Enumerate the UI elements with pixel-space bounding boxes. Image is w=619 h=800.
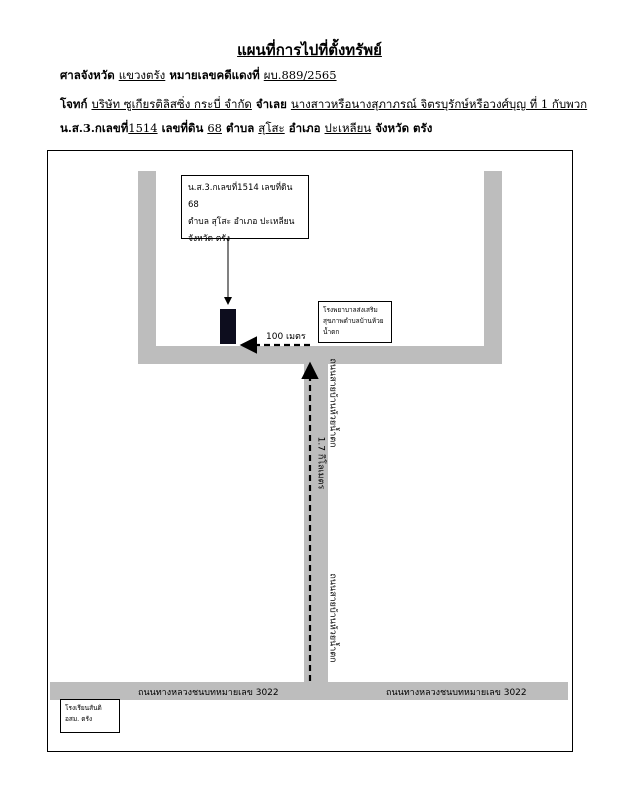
bottom-landmark-box (60, 699, 120, 733)
tambon-label: ตำบล (226, 121, 255, 135)
tambon-name: สุโสะ (258, 121, 285, 135)
land-number: 68 (207, 121, 222, 135)
court-label: ศาลจังหวัด (60, 68, 115, 82)
bottom-landmark-line-1: โรงเรียนสันติ (65, 704, 102, 712)
page-title: แผนที่การไปที่ตั้งทรัพย์ (237, 41, 382, 59)
distance-short-label: 100 เมตร (266, 332, 306, 342)
route-overlay (48, 151, 572, 751)
court-name: แขวงตรัง (118, 68, 166, 82)
amphoe-name: ปะเหลียน (324, 121, 372, 135)
health-center-line-1: โรงพยาบาลส่งเสริม (323, 306, 378, 314)
amphoe-label: อำเภอ (288, 121, 321, 135)
road-bottom-left-label: ถนนทางหลวงชนบทหมายเลข 3022 (138, 688, 279, 698)
case-label: หมายเลขคดีแดงที่ (169, 68, 260, 82)
callout-line-2: ตำบล สุโสะ อำเภอ ปะเหลียน (188, 217, 295, 227)
court-line (60, 67, 337, 85)
defendant-name: นางสาวหรือนางสุภาภรณ์ จิตรบุรักษ์หรือวงศ์บุญ ที่ 1 กับพวก (290, 97, 588, 111)
callout-line-3: จังหวัด ตรัง (188, 234, 230, 244)
land-label: เลขที่ดิน (161, 121, 204, 135)
deed-number: 1514 (128, 121, 158, 135)
parties-line (60, 96, 587, 114)
province-name: จังหวัด ตรัง (375, 121, 433, 135)
distance-long-label: 1.7 กิโลเมตร (315, 436, 326, 490)
health-center-line-2: สุขภาพตำบลบ้านห้วย (323, 317, 384, 325)
road-bottom-right-label: ถนนทางหลวงชนบทหมายเลข 3022 (386, 688, 527, 698)
road-vertical-lower-label: ถนนสายบ้านห้วยน้ำตก (327, 573, 338, 663)
defendant-label: จำเลย (255, 97, 287, 111)
plaintiff-label: โจทก์ (60, 97, 88, 111)
map-frame (47, 150, 573, 752)
health-center-line-3: น้ำตก (323, 328, 340, 336)
road-vertical-upper-label: ถนนสายบ้านห้วยน้ำตก (327, 358, 338, 448)
deed-line (60, 120, 432, 138)
bottom-landmark-line-2: อสม. ตรัง (65, 715, 93, 723)
callout-line-1: น.ส.3.กเลขที่1514 เลขที่ดิน 68 (188, 183, 293, 210)
case-number: ผบ.889/2565 (263, 68, 337, 82)
deed-label: น.ส.3.กเลขที่ (60, 121, 129, 135)
plaintiff-name: บริษัท ซูเกียรติลิสซิ่ง กระบี่ จำกัด (91, 97, 252, 111)
